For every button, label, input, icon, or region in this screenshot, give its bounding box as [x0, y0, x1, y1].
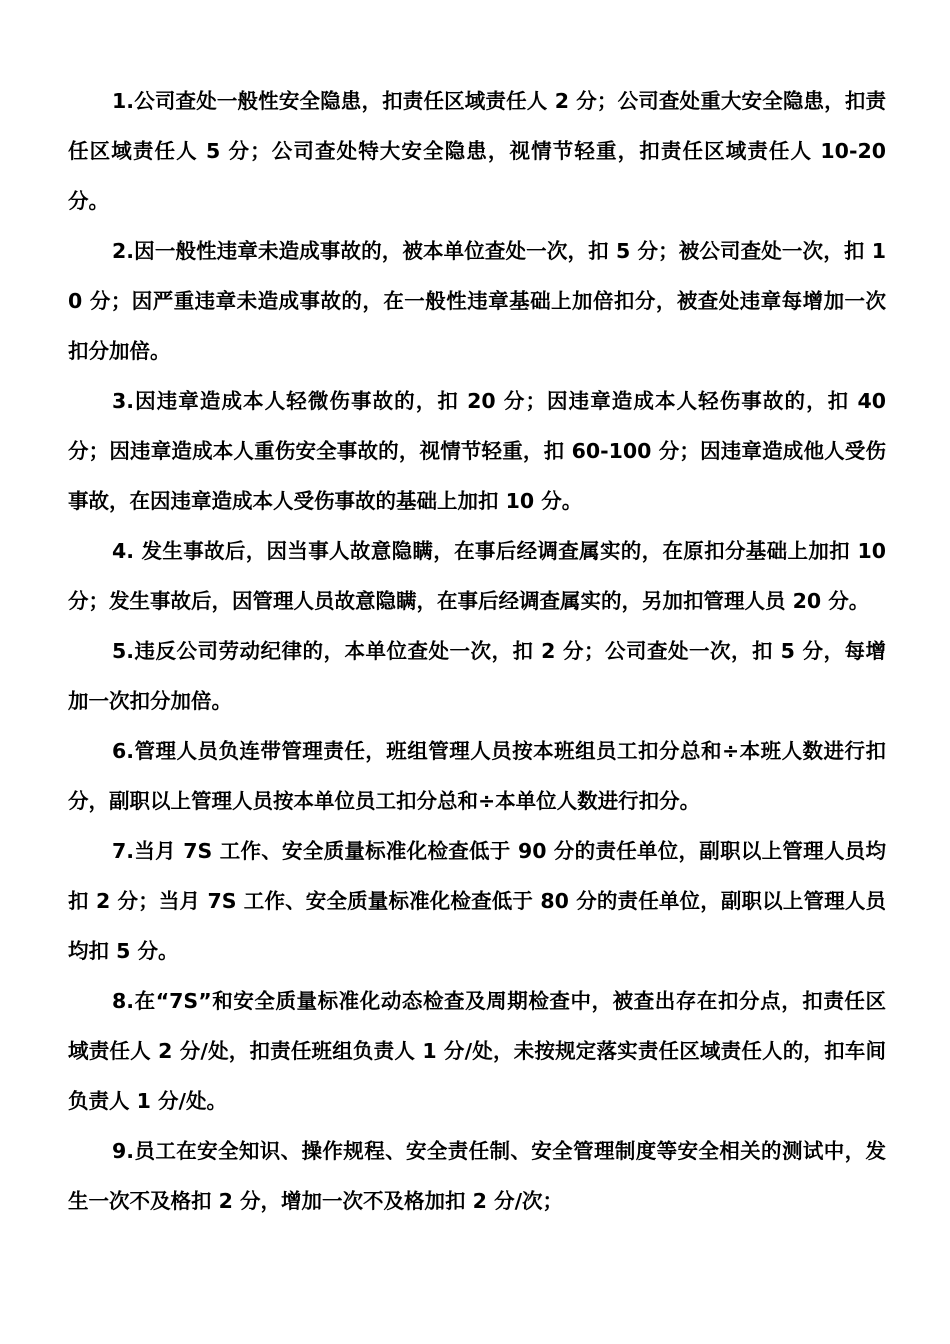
rule-paragraph-1: 1.公司查处一般性安全隐患，扣责任区域责任人 2 分；公司查处重大安全隐患，扣责任区域责任人 5 分；公司查处特大安全隐患，视情节轻重，扣责任区域责任人 10-20 分。 — [68, 89, 886, 213]
rule-paragraph-4: 4. 发生事故后，因当事人故意隐瞒，在事后经调查属实的，在原扣分基础上加扣 10 分；发生事故后，因管理人员故意隐瞒，在事后经调查属实的，另加扣管理人员 20 分。 — [68, 539, 886, 613]
rule-paragraph-5: 5.违反公司劳动纪律的，本单位查处一次，扣 2 分；公司查处一次，扣 5 分，每增加一次扣分加倍。 — [68, 639, 886, 713]
rule-paragraph-9: 9.员工在安全知识、操作规程、安全责任制、安全管理制度等安全相关的测试中，发生一次不及格扣 2 分，增加一次不及格加扣 2 分/次； — [68, 1139, 886, 1213]
rule-paragraph-3: 3.因违章造成本人轻微伤事故的，扣 20 分；因违章造成本人轻伤事故的，扣 40 分；因违章造成本人重伤安全事故的，视情节轻重，扣 60-100 分；因违章造成他人受伤事故，在因违章造成本人受伤事故的基础上加扣 10 分。 — [68, 389, 886, 513]
document-body — [68, 76, 886, 1226]
rule-paragraph-8: 8.在“7S”和安全质量标准化动态检查及周期检查中，被查出存在扣分点，扣责任区域责任人 2 分/处，扣责任班组负责人 1 分/处，未按规定落实责任区域责任人的，扣车间负责人 1 分/处。 — [68, 989, 886, 1113]
rule-paragraph-7: 7.当月 7S 工作、安全质量标准化检查低于 90 分的责任单位，副职以上管理人员均扣 2 分；当月 7S 工作、安全质量标准化检查低于 80 分的责任单位，副职以上管理人员均扣 5 分。 — [68, 839, 886, 963]
rule-paragraph-6: 6.管理人员负连带管理责任，班组管理人员按本班组员工扣分总和÷本班人数进行扣分，副职以上管理人员按本单位员工扣分总和÷本单位人数进行扣分。 — [68, 739, 886, 813]
rule-paragraph-2: 2.因一般性违章未造成事故的，被本单位查处一次，扣 5 分；被公司查处一次，扣 10 分；因严重违章未造成事故的，在一般性违章基础上加倍扣分，被查处违章每增加一次扣分加倍。 — [68, 239, 886, 363]
